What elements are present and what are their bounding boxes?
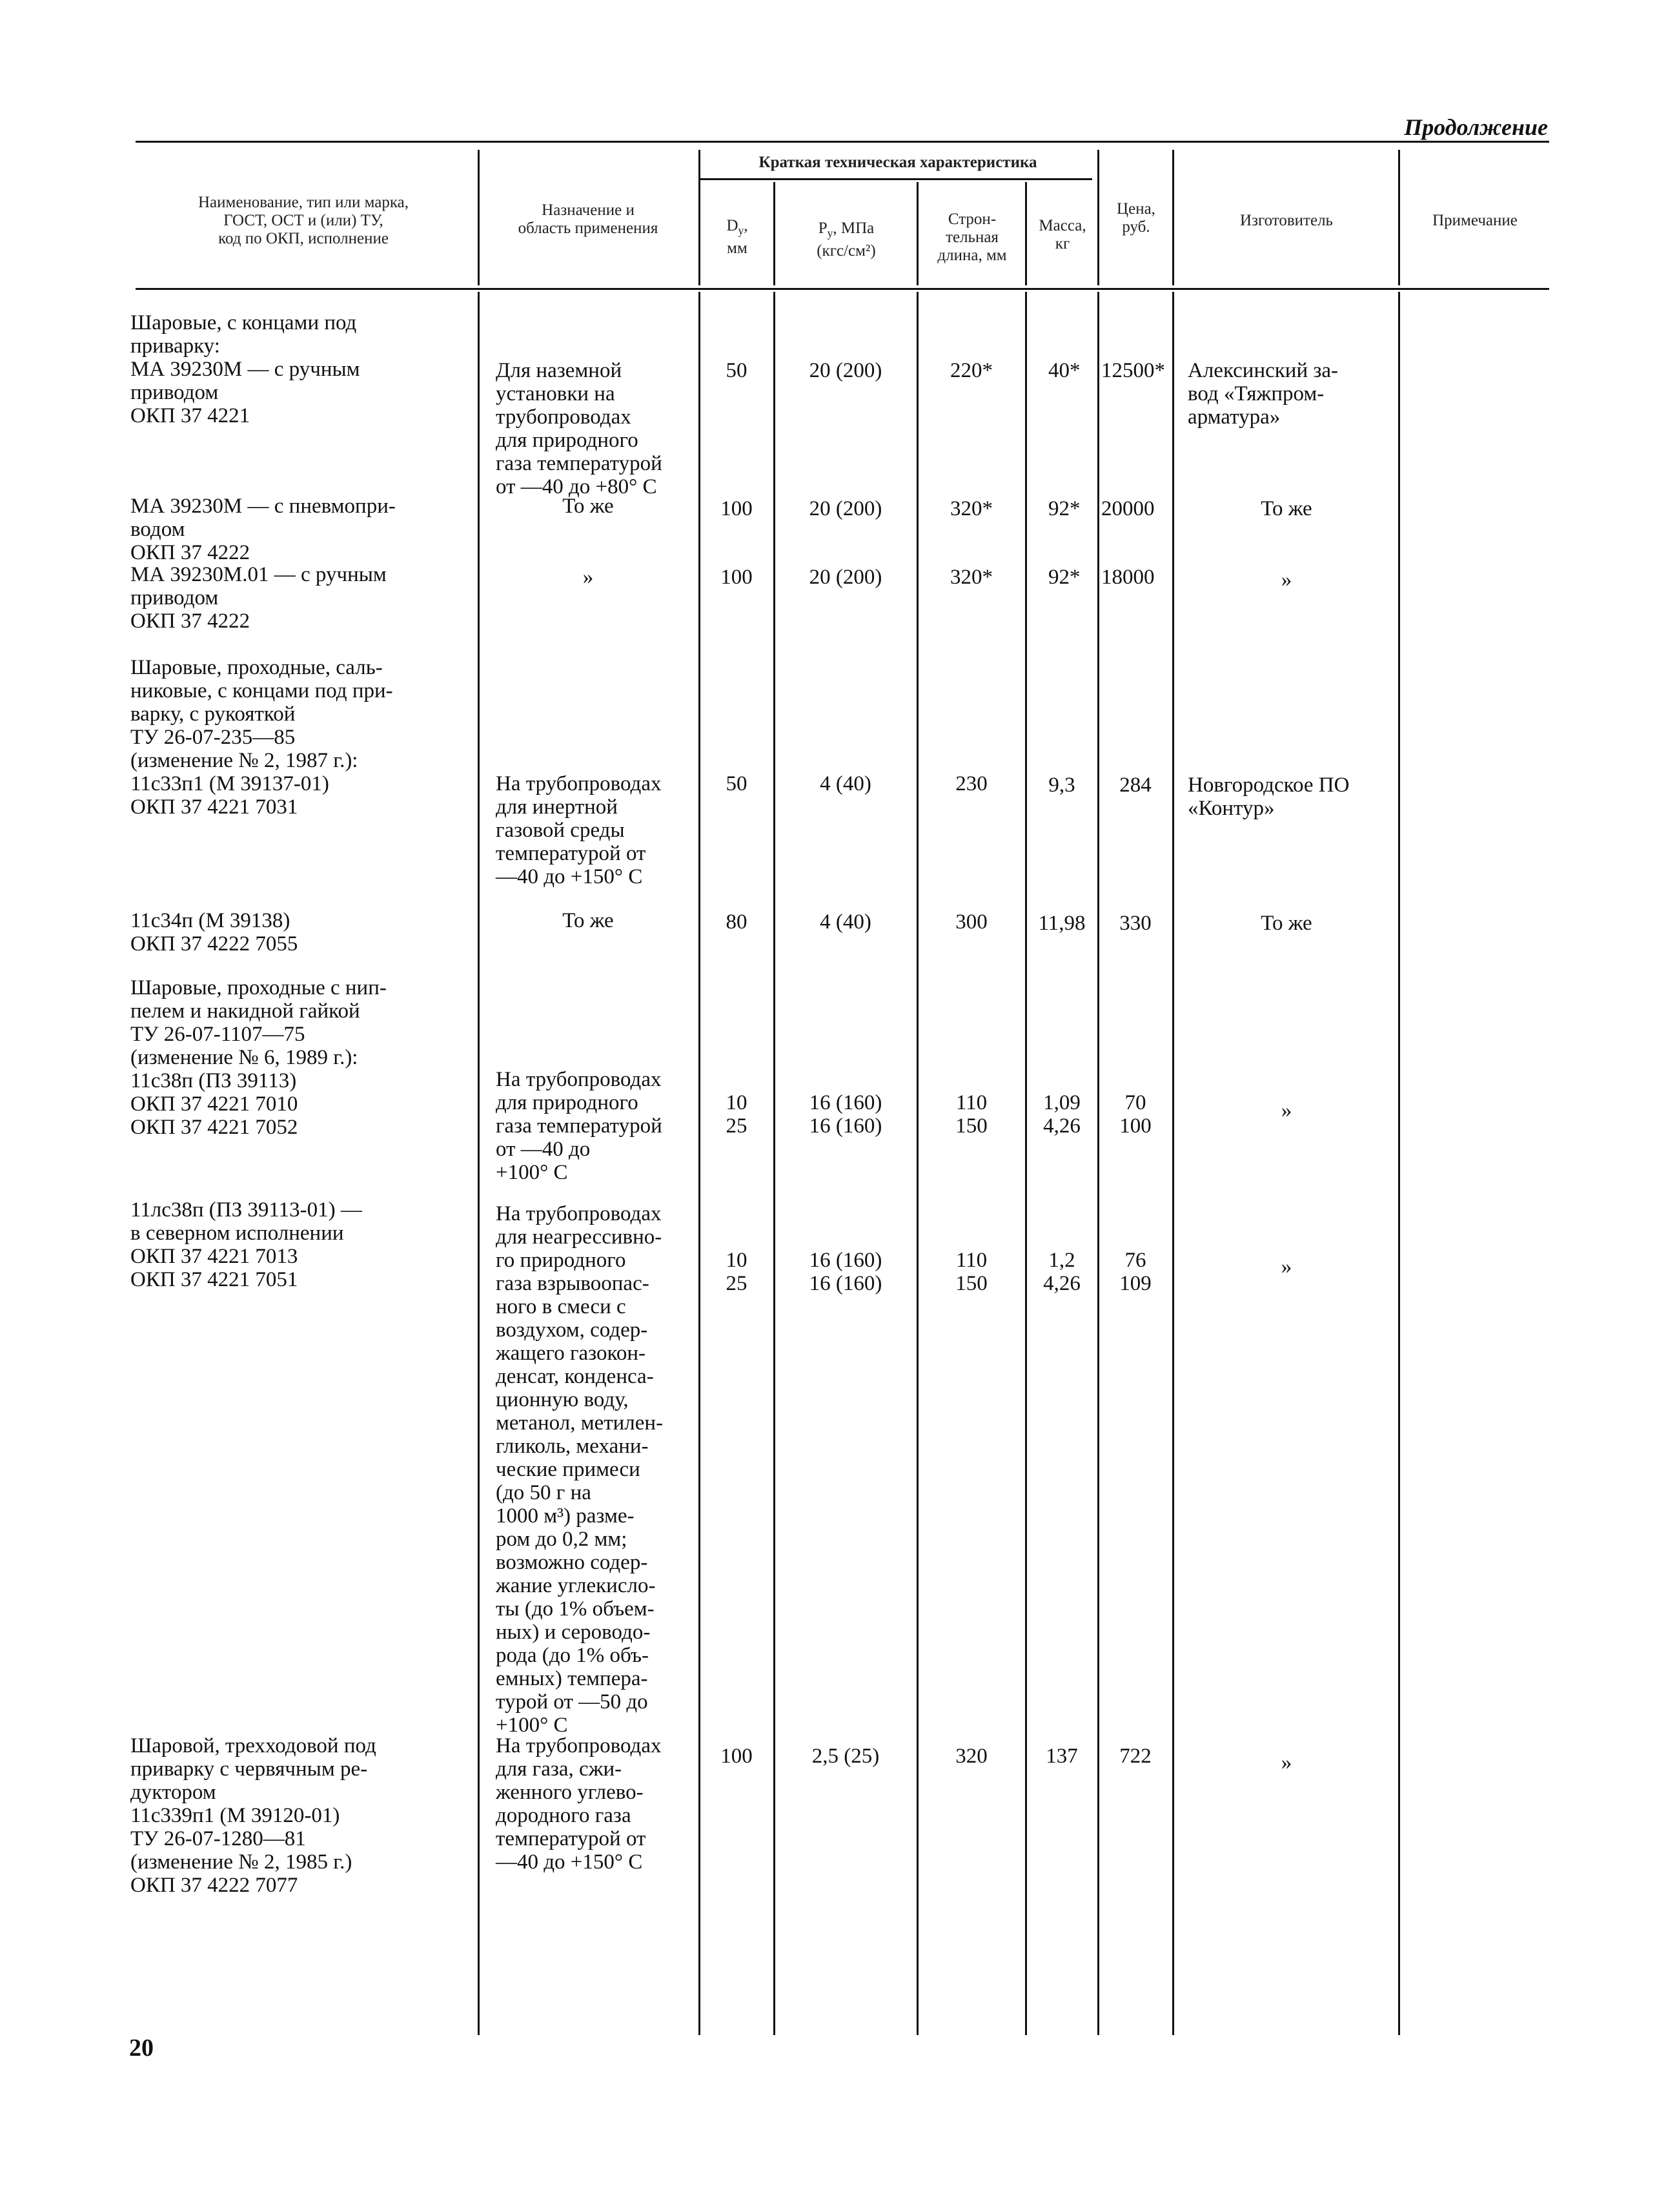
header-mass: Масса, кг: [1039, 217, 1086, 252]
table-row-maker: »: [1281, 568, 1292, 591]
header-maker: Изготовитель: [1240, 212, 1333, 229]
table-row-py: 4 (40): [820, 910, 871, 934]
table-row-purpose: То же: [562, 495, 614, 518]
table-row-purpose: »: [582, 566, 594, 589]
table-row-length: 230: [955, 772, 988, 795]
col-divider-7: [1172, 150, 1174, 285]
header-price: Цена, руб.: [1117, 200, 1155, 236]
table-row-name: Шаровые, проходные с нип- пелем и накидной гайкой ТУ 26-07-1107—75 (изменение № 6, 1989 г.): 11с38п (ПЗ 39113) ОКП 37 4221 7010 ОКП 37 4221 7052: [130, 976, 387, 1139]
table-row-name: Шаровые, с концами под приварку: МА 39230М — с ручным приводом ОКП 37 4221: [130, 311, 360, 427]
spec-group-rule: [698, 178, 1092, 180]
table-row-dy: 50: [726, 359, 747, 382]
col-divider-6: [1097, 150, 1099, 285]
table-row-py: 4 (40): [820, 772, 871, 795]
table-row-maker: То же: [1261, 912, 1312, 935]
table-row-py: 20 (200): [809, 497, 882, 520]
header-note: Примечание: [1432, 212, 1518, 229]
table-row-mass: 11,98: [1038, 912, 1086, 935]
table-row-dy: 50: [726, 772, 747, 795]
table-row-purpose: На трубопроводах для неагрессивно- го природного газа взрывоопас- ного в смеси с воздухом, содер- жащего газокон- денсат, конденса- ционную воду, метанол, метилен- гликоль, механи- ческие примеси (до 50 г на 1000 м³) разме- ром до 0,2 мм; возможно содер- жание углекисло- ты (до 1% объем- ных) и сероводо- рода (до 1% объ- емных) темпера- турой от —50 до +100° С: [496, 1202, 664, 1737]
body-divider-3: [773, 292, 775, 2035]
body-divider-2: [698, 292, 700, 2035]
body-divider-6: [1097, 292, 1099, 2035]
table-row-maker: »: [1281, 1751, 1292, 1774]
table-row-name: Шаровые, проходные, саль- никовые, с концами под при- варку, с рукояткой ТУ 26-07-235—85 (изменение № 2, 1987 г.): 11с33п1 (М 39137-01) ОКП 37 4221 7031: [130, 656, 393, 819]
table-row-maker: Новгородское ПО «Контур»: [1188, 773, 1350, 820]
header-py: $P_у$, МПа (кгс/см²): [817, 220, 876, 260]
table-row-py: 20 (200): [809, 359, 882, 382]
table-row-purpose: Для наземной установки на трубопроводах для природного газа температурой от —40 до +80° С: [496, 359, 662, 498]
body-divider-4: [917, 292, 919, 2035]
table-row-length: 300: [955, 910, 988, 934]
body-divider-8: [1398, 292, 1400, 2035]
col-divider-2: [698, 150, 700, 285]
col-divider-4: [917, 182, 919, 285]
table-row-name: МА 39230М — с пневмопри- водом ОКП 37 4222: [130, 495, 396, 564]
table-row-purpose: На трубопроводах для инертной газовой среды температурой от —40 до +150° С: [496, 772, 662, 888]
body-divider-7: [1172, 292, 1174, 2035]
table-row-mass: 1,2 4,26: [1043, 1249, 1081, 1295]
table-row-price: 70 100: [1119, 1091, 1152, 1138]
col-divider-5: [1025, 182, 1027, 285]
header-length: Строн- тельная длина, мм: [937, 210, 1007, 264]
table-row-length: 320*: [950, 497, 993, 520]
table-row-dy: 10 25: [726, 1249, 747, 1295]
table-row-length: 110 150: [955, 1091, 988, 1138]
table-row-dy: 100: [720, 497, 753, 520]
table-row-price: 20000: [1101, 497, 1155, 520]
col-divider-1: [478, 150, 480, 285]
header-purpose: Назначение и область применения: [518, 201, 658, 237]
table-row-dy: 80: [726, 910, 747, 934]
table-row-py: 2,5 (25): [811, 1745, 880, 1768]
table-row-purpose: То же: [562, 909, 614, 932]
table-row-mass: 40*: [1048, 359, 1081, 382]
table-row-dy: 100: [720, 1745, 753, 1768]
header-spec-group: Краткая техническая характеристика: [758, 154, 1037, 171]
table-row-dy: 100: [720, 566, 753, 589]
table-row-mass: 92*: [1048, 497, 1081, 520]
table-row-length: 320*: [950, 566, 993, 589]
table-row-purpose: На трубопроводах для природного газа температурой от —40 до +100° С: [496, 1068, 662, 1184]
header-name: Наименование, тип или марка, ГОСТ, ОСТ и (или) ТУ, код по ОКП, исполнение: [198, 194, 409, 247]
table-row-maker: Алексинский за- вод «Тяжпром- арматура»: [1188, 359, 1339, 429]
table-row-name: 11с34п (М 39138) ОКП 37 4222 7055: [130, 909, 298, 956]
table-row-name: Шаровой, трехходовой под приварку с червячным ре- дуктором 11с339п1 (М 39120-01) ТУ 26-07-1280—81 (изменение № 2, 1985 г.) ОКП 37 4222 7077: [130, 1734, 376, 1897]
table-row-price: 12500*: [1101, 359, 1165, 382]
table-row-length: 110 150: [955, 1249, 988, 1295]
table-row-price: 18000: [1101, 566, 1155, 589]
table-row-maker: »: [1281, 1099, 1292, 1122]
table-row-name: 11лс38п (ПЗ 39113-01) — в северном исполнении ОКП 37 4221 7013 ОКП 37 4221 7051: [130, 1198, 362, 1291]
col-divider-3: [773, 182, 775, 285]
table-row-py: 16 (160) 16 (160): [809, 1249, 882, 1295]
header-bottom-rule: [136, 288, 1549, 290]
body-divider-5: [1025, 292, 1027, 2035]
table-row-price: 76 109: [1119, 1249, 1152, 1295]
table-row-maker: »: [1281, 1255, 1292, 1278]
table-row-dy: 10 25: [726, 1091, 747, 1138]
table-row-maker: То же: [1261, 497, 1312, 520]
header-top-rule: [136, 141, 1549, 143]
table-row-price: 330: [1119, 912, 1152, 935]
table-row-price: 284: [1119, 773, 1152, 797]
table-row-py: 20 (200): [809, 566, 882, 589]
header-dy: $D_у$, мм: [726, 217, 748, 257]
table-row-length: 220*: [950, 359, 993, 382]
table-row-mass: 137: [1046, 1745, 1078, 1768]
table-row-price: 722: [1119, 1745, 1152, 1768]
table-row-mass: 92*: [1048, 566, 1081, 589]
table-row-mass: 9,3: [1048, 773, 1075, 797]
table-row-length: 320: [955, 1745, 988, 1768]
table-row-purpose: На трубопроводах для газа, сжи- женного углево- дородного газа температурой от —40 до +150° С: [496, 1734, 662, 1874]
body-divider-1: [478, 292, 480, 2035]
continuation-label: Продолжение: [1404, 114, 1548, 140]
table-row-name: МА 39230М.01 — с ручным приводом ОКП 37 4222: [130, 563, 387, 633]
table-row-py: 16 (160) 16 (160): [809, 1091, 882, 1138]
page-number: 20: [129, 2034, 154, 2062]
col-divider-8: [1398, 150, 1400, 285]
table-row-mass: 1,09 4,26: [1043, 1091, 1081, 1138]
